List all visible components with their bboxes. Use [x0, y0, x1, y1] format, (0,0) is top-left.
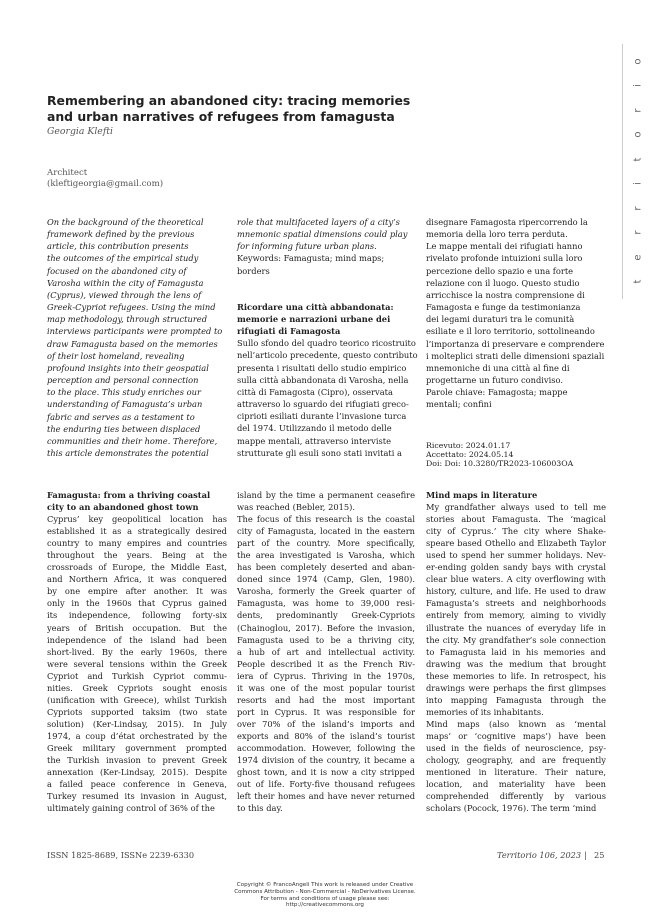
sidebar-letter: t — [632, 157, 644, 161]
body-line: only in the 1960s that Cyprus gained — [47, 598, 227, 609]
journal-citation: Territorio 106, 2023 — [497, 850, 582, 860]
body-line: doned since 1974 (Camp, Glen, 1980). — [237, 574, 415, 585]
body-line: the area investigated is Varosha, which — [237, 550, 415, 561]
abstract-line: article, this contribution presents — [47, 241, 189, 252]
affiliation-line: (kleftigeorgia@gmail.com) — [47, 179, 164, 189]
body-column-1 — [47, 489, 227, 829]
abstract-line: fabric and serves as a testament to — [47, 411, 195, 422]
abstract-line: Sullo sfondo del quadro teorico ricostruito — [237, 338, 416, 349]
abstract-line: Greek-Cypriot refugees. Using the mind — [47, 302, 216, 313]
body-line: years of British occupation. But the — [47, 622, 227, 633]
body-line: er-ending golden sandy bays with crystal — [426, 562, 606, 573]
sidebar-letter: i — [632, 84, 644, 87]
author-affiliation — [47, 168, 163, 190]
body-line: Greek military government prompted — [47, 742, 227, 753]
abstract-italian-continued — [426, 216, 606, 466]
abstract-line: the enduring ties between displaced — [47, 423, 201, 434]
body-line: crossroads of Europe, the Middle East, — [47, 562, 227, 573]
body-line: its independence, following forty-six — [47, 610, 227, 621]
body-line: comprehended differently by various — [426, 791, 606, 802]
body-line: accommodation. However, following the — [237, 742, 415, 753]
abstract-line: (Cyprus), viewed through the lens of — [47, 289, 202, 300]
abstract-english-continued — [237, 216, 418, 466]
abstract-line: disegnare Famagosta ripercorrendo la — [426, 217, 588, 227]
abstract-line: perception and personal connection — [47, 375, 199, 386]
abstract-line: mnemonic spatial dimensions could play — [237, 229, 408, 240]
abstract-line: for informing future urban plans. — [237, 241, 377, 252]
body-line: a hub of art and intellectual activity. — [237, 646, 415, 657]
body-line: the city. My grandfather’s sole connection — [426, 634, 606, 645]
abstract-line: to the place. This study enriches our — [47, 387, 201, 398]
body-line: annexation (Ker-Lindsay, 2015). Despite — [47, 767, 227, 778]
abstract-en-tail — [237, 216, 412, 252]
body-line: the Turkish invasion to prevent Greek — [47, 755, 227, 766]
body-line: My grandfather always used to tell me — [426, 502, 606, 513]
body-line: has been completely deserted and aban- — [237, 562, 415, 573]
body-column-2 — [237, 489, 415, 829]
body-line: Cyprus’ key geopolitical location has — [47, 514, 227, 525]
body-line: scholars (Pocock, 1976). The term ‘mind — [426, 803, 597, 814]
body-line: entirely from memory, aiming to vividly — [426, 610, 606, 621]
body-line: exports and 80% of the island’s tourist — [237, 730, 415, 741]
abstract-line: rivelato profonde intuizioni sulla loro — [426, 253, 583, 264]
body-line: to Famagusta laid in his memories and — [426, 646, 606, 657]
keywords-line: borders — [237, 265, 270, 276]
abstract-line: strutturate gli esuli sono stati invitati a — [237, 447, 403, 458]
body-line: 1974, a coup d’état orchestrated by the — [47, 730, 227, 741]
sidebar-letter: r — [632, 205, 644, 211]
body-line: clear blue waters. A city overflowing with — [426, 574, 606, 585]
body-line: 1974 division of the country, it became a — [237, 755, 415, 766]
abstract-line: understanding of Famagusta’s urban — [47, 399, 203, 410]
body-line: drawings were perhaps the first glimpses — [426, 682, 606, 693]
body-line: Turkey resumed its invasion in August, — [47, 791, 227, 802]
body-line: port in Cyprus. It was responsible for — [237, 706, 415, 717]
body-line: Cypriots supported taksim (two state — [47, 706, 227, 717]
body-line: stories about Famagusta. The ‘magical — [426, 514, 606, 525]
keywords-en — [237, 252, 412, 276]
abstract-line: sulla città abbandonata di Varosha, nella — [237, 374, 409, 385]
sidebar-letter: e — [632, 253, 644, 261]
abstract-line: progettarne un futuro condiviso. — [426, 375, 564, 386]
abstract-line: On the background of the theoretical — [47, 217, 204, 227]
heading-line: Famagusta: from a thriving coastal — [47, 490, 211, 500]
abstract-line: nell’articolo precedente, questo contributo — [237, 350, 418, 361]
page-number: 25 — [594, 850, 605, 860]
body-line: (unification with Greece), whilst Turkish — [47, 694, 227, 705]
copyright-line: Copyright © FrancoAngeli This work is released under Creative — [236, 882, 414, 888]
body-line: ultimately gaining control of 36% of the — [47, 803, 215, 814]
body-line: to this day. — [237, 803, 283, 814]
section-heading: Mind maps in literature — [426, 490, 538, 500]
sidebar-letter: t — [632, 279, 644, 284]
abstract-line: draw Famagusta based on the memories — [47, 338, 218, 349]
body-line: island by the time a permanent ceasefire — [237, 490, 415, 500]
body-line: were several tensions within the Greek — [47, 658, 227, 669]
abstract-line: focused on the abandoned city of — [47, 265, 187, 276]
spacer — [426, 411, 606, 441]
body-line: it was one of the most popular tourist — [237, 682, 415, 693]
abstract-line: of their lost homeland, revealing — [47, 350, 185, 361]
heading-line: city to an abandoned ghost town — [47, 502, 199, 513]
author-name: Georgia Klefti — [47, 126, 113, 137]
copyright-line: Commons Attribution - Non-Commercial - NoDerivatives License. — [234, 888, 416, 895]
title-line: and urban narratives of refugees from famagusta — [47, 109, 395, 124]
italian-title-line: Ricordare una città abbandonata: — [237, 301, 394, 312]
sidebar-letter: o — [632, 131, 644, 138]
body-line: city of Famagusta, located in the eastern — [237, 526, 415, 537]
abstract-line: memoria della loro terra perduta. — [426, 229, 568, 240]
body-line: part of the country. More specifically, — [237, 538, 415, 549]
body-line: into mapping Famagusta through the — [426, 694, 606, 705]
abstract-line: the outcomes of the empirical study — [47, 253, 199, 264]
abstract-line: dei legami duraturi tra le comunità — [426, 314, 575, 325]
body-line: left their homes and have never returned — [237, 791, 415, 802]
body-line: throughout the years. Being at the — [47, 550, 227, 561]
body-line: city of Cyprus.’ The city where Shake- — [426, 526, 606, 537]
body-line: these memories to life. In retrospect, his — [426, 670, 606, 681]
article-dates — [426, 441, 606, 468]
body-line: Cypriot and Turkish Cypriot commu- — [47, 670, 227, 681]
keywords-line: Keywords: Famagusta; mind maps; — [237, 253, 385, 264]
copyright-notice — [0, 882, 650, 909]
abstract-line: mentali; confini — [426, 399, 492, 410]
abstract-line: Varosha within the city of Famagusta — [47, 277, 204, 288]
sidebar-letter: o — [632, 57, 644, 65]
sidebar-letter: r — [632, 230, 644, 235]
abstract-line: l’importanza di preservare e comprendere — [426, 338, 605, 349]
abstract-line: i molteplici strati delle dimensioni spaziali — [426, 350, 605, 361]
body-line: Famagusta’s streets and neighborhoods — [426, 598, 606, 609]
abstract-line: Famagosta e funge da testimonianza — [426, 302, 581, 313]
abstract-line: percezione dello spazio e una forte — [426, 265, 574, 276]
body-line: solution) (Ker-Lindsay, 2015). In July — [47, 718, 227, 729]
body-line: mentioned in literature. Their nature, — [426, 767, 606, 778]
body-column-3 — [426, 489, 606, 829]
date-line: Accettato: 2024.05.14 — [426, 449, 514, 459]
abstract-line: presenta i risultati dello studio empirico — [237, 362, 407, 373]
body-line: location, and materiality have been — [426, 779, 606, 790]
abstract-line: relazione con il luogo. Questo studio — [426, 277, 580, 288]
abstract-line: framework defined by the previous — [47, 229, 195, 240]
body-line: used in the fields of neuroscience, psy- — [426, 742, 606, 753]
abstract-line: Le mappe mentali dei rifugiati hanno — [426, 241, 583, 252]
body-line: out of life. Forty-five thousand refugees — [237, 779, 415, 790]
abstract-line: arricchisce la nostra comprensione di — [426, 289, 585, 300]
body-line: nities. Greek Cypriots sought enosis — [47, 682, 227, 693]
abstract-line: interviews participants were prompted to — [47, 326, 223, 337]
abstract-english — [47, 216, 227, 466]
body-line: drawing was the medium that brought — [426, 658, 606, 669]
body-line: resorts and had the most important — [237, 694, 415, 705]
body-line: Famagusta used to be a thriving city, — [237, 634, 415, 645]
body-line: a failed peace conference in Geneva, — [47, 779, 227, 790]
body-line: and Northern Africa, it was conquered — [47, 574, 227, 585]
body-line: short-lived. By the early 1960s, there — [47, 646, 227, 657]
affiliation-line: Architect — [47, 168, 88, 178]
body-line: Mind maps (also known as ‘mental — [426, 718, 606, 729]
body-line: country to many empires and countries — [47, 538, 227, 549]
journal-sidebar — [622, 44, 650, 299]
body-line: Famagusta, was home to 39,000 resi- — [237, 598, 415, 609]
abstract-line: role that multifaceted layers of a city’s — [237, 217, 400, 227]
body-line: used to spend her summer holidays. Nev- — [426, 550, 606, 561]
date-line: Ricevuto: 2024.01.17 — [426, 440, 511, 450]
copyright-line: http://creativecommons.org — [286, 902, 364, 909]
abstract-line: ciprioti esiliati durante l’invasione turca — [237, 411, 407, 422]
footer-separator: | — [584, 850, 587, 860]
body-line: (Chainoglou, 2017). Before the invasion, — [237, 622, 415, 633]
body-line: People described it as the French Riv- — [237, 658, 415, 669]
issn-line: ISSN 1825-8689, ISSNe 2239-6330 — [47, 850, 195, 860]
body-line: memories of its inhabitants. — [426, 706, 544, 717]
abstract-line: Parole chiave: Famagosta; mappe — [426, 387, 568, 398]
sidebar-letter: i — [632, 182, 644, 185]
body-line: was reached (Bebler, 2015). — [237, 502, 356, 513]
body-line: chology, geography, and are frequently — [426, 755, 606, 766]
article-title — [47, 93, 427, 125]
title-line: Remembering an abandoned city: tracing memories — [47, 93, 411, 108]
abstract-line: this article demonstrates the potential — [47, 447, 209, 458]
abstract-line: profound insights into their geospatial — [47, 362, 209, 373]
abstract-line: map methodology, through structured — [47, 314, 208, 325]
date-line: Doi: Doi: 10.3280/TR2023-106003OA — [426, 458, 574, 468]
section-heading — [47, 489, 227, 513]
copyright-line: For terms and conditions of usage please see: — [260, 895, 390, 902]
body-line: maps’ or ‘cognitive maps’) have been — [426, 730, 606, 741]
abstract-italian — [237, 337, 418, 459]
abstract-line: città di Famagosta (Cipro), osservata — [237, 386, 393, 397]
body-line: illustrate the nuances of everyday life in — [426, 622, 606, 633]
spacer — [237, 277, 412, 301]
abstract-line: attraverso lo sguardo dei rifugiati greco- — [237, 399, 409, 410]
body-line: ghost town, and it is now a city stripped — [237, 767, 415, 778]
body-line: The focus of this research is the coastal — [237, 514, 415, 525]
abstract-line: communities and their home. Therefore, — [47, 435, 218, 446]
abstract-line: mnemoniche di una città al fine di — [426, 362, 570, 373]
body-line: over 70% of the island’s imports and — [237, 718, 415, 729]
abstract-line: del 1974. Utilizzando il metodo delle — [237, 423, 392, 434]
sidebar-letter: r — [632, 107, 644, 113]
abstract-italian-tail — [426, 216, 606, 411]
body-line: independence of the island had been — [47, 634, 227, 645]
body-line: established it as a strategically desired — [47, 526, 227, 537]
abstract-line: mappe mentali, attraverso interviste — [237, 435, 391, 446]
body-line: iera of Cyprus. Thriving in the 1970s, — [237, 670, 415, 681]
italian-title-line: memorie e narrazioni urbane dei — [237, 313, 391, 324]
body-line: history, culture, and life. He used to draw — [426, 586, 606, 597]
body-line: by one empire after another. It was — [47, 586, 227, 597]
body-line: Varosha, formerly the Greek quarter of — [237, 586, 415, 597]
abstract-line: esiliate e il loro territorio, sottolineando — [426, 326, 595, 337]
body-line: speare based Othello and Elizabeth Taylor — [426, 538, 606, 549]
italian-title-line: rifugiati di Famagosta — [237, 326, 341, 337]
body-line: dents, predominantly Greek-Cypriots — [237, 610, 415, 621]
italian-title — [237, 301, 412, 337]
